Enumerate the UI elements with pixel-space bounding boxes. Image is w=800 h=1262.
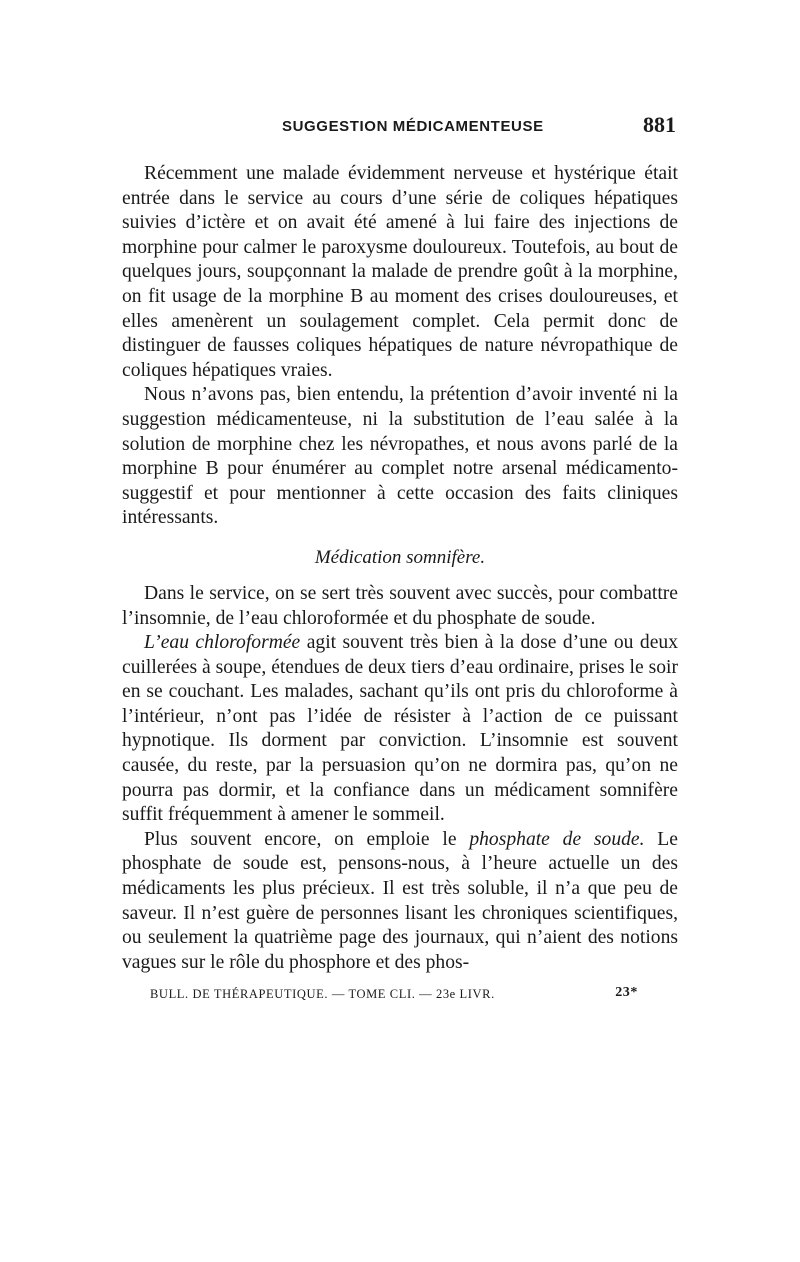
footer-signature: BULL. DE THÉRAPEUTIQUE. — TOME CLI. — 23e LIVR. [150, 987, 495, 1002]
running-title: SUGGESTION MÉDICAMENTEUSE [282, 118, 544, 135]
page-footer [122, 987, 678, 1011]
paragraph-morphine-case: Récemment une malade évidemment nerveuse et hystérique était entrée dans le service au cours d’une série de coliques hépatiques suivies d’ictère et on avait été amené à lui faire des injections de morphine pour calmer le paroxysme douloureux. Toutefois, au bout de quelques jours, soupçonnant la malade de prendre goût à la morphine, on fit usage de la morphine B au moment des crises douloureuses, et elles amenèrent un soulagement complet. Cela permit donc de distinguer de fausses coliques hépatiques de nature névropathique de coliques hépatiques vraies. [122, 163, 678, 381]
running-header [122, 112, 678, 142]
term-sodium-phosphate: phosphate de soude. [469, 828, 645, 850]
paragraph-insomnia-treatments: Dans le service, on se sert très souvent avec succès, pour combattre l’insomnie, de l’eau chloroformée et du phosphate de soude. [122, 582, 678, 629]
paragraph-sodium-phosphate [122, 828, 678, 976]
chloroform-water-text: agit souvent très bien à la dose d’une ou deux cuillerées à soupe, étendues de deux tiers d’eau ordinaire, prises le soir en se couchant. Les malades, sachant qu’ils ont pris du chloroforme à l’intérieur, n’ont pas l’idée de résister à l’action de ce puissant hypnotique. Ils dorment par conviction. L’insomnie est souvent causée, du reste, par la persuasion qu’on ne dormira pas, qu’on ne pourra pas dormir, et la confiance dans un médicament somnifère suffit fréquemment à amener le sommeil. [122, 632, 678, 826]
sodium-phosphate-text: Le phosphate de soude est, pensons-nous, à l’heure actuelle un des médicaments les plus précieux. Il est très soluble, il n’a que peu de saveur. Il n’est guère de personnes lisant les chroniques scientifiques, ou seulement la quatrième page des journaux, qui n’aient des notions vagues sur le rôle du phosphore et des phos- [122, 828, 678, 973]
footer-sheet-mark: 23* [615, 985, 638, 1001]
paragraph-chloroform-water [122, 631, 678, 828]
body-text [122, 162, 678, 975]
sodium-phosphate-intro: Plus souvent encore, on emploie le [144, 828, 470, 850]
section-heading: Médication somnifère. [314, 546, 486, 568]
term-chloroform-water: L’eau chloroformée [144, 632, 301, 654]
paragraph-suggestion-disclaimer: Nous n’avons pas, bien entendu, la prétention d’avoir inventé ni la suggestion médicamenteuse, ni la substitution de l’eau salée à la solution de morphine chez les névropathes, et nous avons parlé de la morphine B pour énumérer au complet notre arsenal médicamento-suggestif et pour mentionner à cette occasion des faits cliniques intéressants. [122, 384, 678, 529]
book-page [122, 112, 678, 1011]
page-number: 881 [643, 112, 676, 137]
